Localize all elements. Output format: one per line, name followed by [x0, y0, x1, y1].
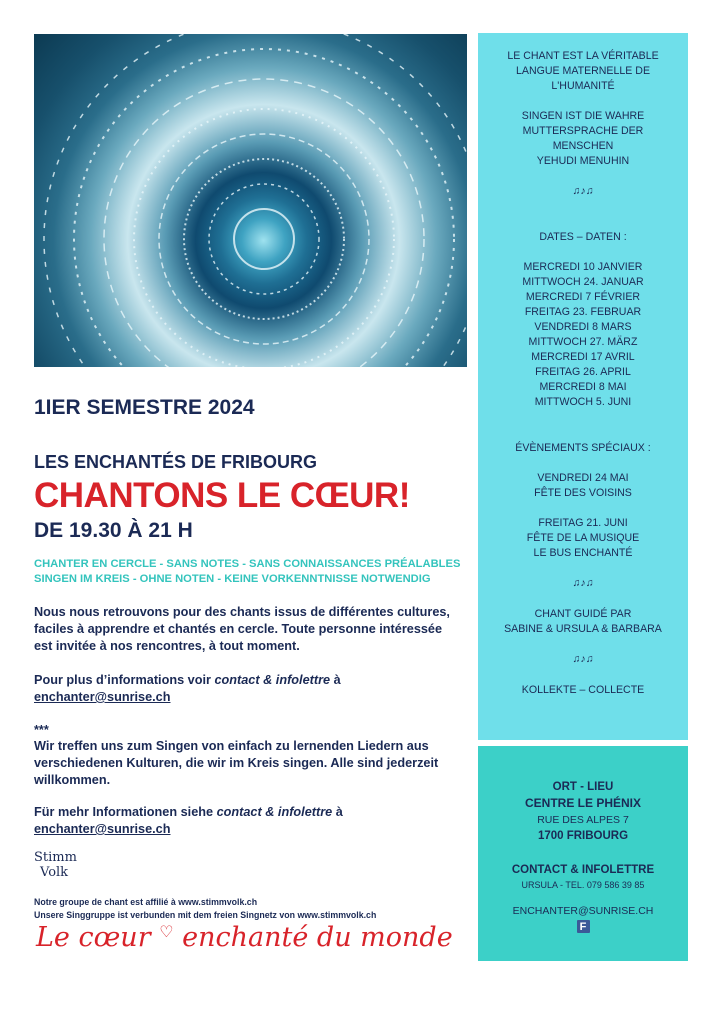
music-notes-icon: ♫♪♫ [572, 577, 594, 589]
contact-phone: URSULA - TEL. 079 586 39 85 [521, 880, 645, 890]
organization-name: LES ENCHANTÉS DE FRIBOURG [34, 452, 318, 472]
semester-heading: 1IER SEMESTRE 2024 [34, 396, 255, 419]
page-title: CHANTONS LE CŒUR! [34, 476, 410, 515]
guided-by: CHANT GUIDÉ PAR SABINE & URSULA & BARBARA [504, 608, 662, 635]
music-notes-icon: ♫♪♫ [572, 185, 594, 197]
description-french: Nous nous retrouvons pour des chants issus de différentes cultures, faciles à apprendre et chantés en cercle. Toute personne intéressée est invitée à nos rencontres, à tout moment. [34, 605, 450, 653]
special-events-title: ÉVÈNEMENTS SPÉCIAUX : [515, 442, 651, 454]
email-link[interactable]: enchanter@sunrise.ch [34, 690, 171, 704]
date-item: MERCREDI 8 MAI [539, 381, 627, 393]
motto: Le cœur ♡ enchanté du monde [36, 922, 453, 953]
venue-street: RUE DES ALPES 7 [537, 814, 629, 826]
quote-french: LE CHANT EST LA VÉRITABLE LANGUE MATERNELLE DE L'HUMANITÉ [507, 50, 659, 92]
tagline-german: SINGEN IM KREIS - OHNE NOTEN - KEINE VORKENNTNISSE NOTWENDIG [34, 573, 431, 585]
location-title: ORT - LIEU [552, 781, 614, 793]
special-event-1: VENDREDI 24 MAI FÊTE DES VOISINS [534, 472, 632, 499]
info-french: Pour plus d’informations voir contact & infolettre à enchanter@sunrise.ch [34, 673, 341, 704]
dates-list [478, 260, 688, 410]
info-sidebar [478, 33, 688, 740]
tagline-french: CHANTER EN CERCLE - SANS NOTES - SANS CONNAISSANCES PRÉALABLES [34, 558, 461, 570]
date-item: FREITAG 23. FEBRUAR [524, 306, 642, 318]
mandala-icon [34, 34, 467, 367]
affiliation-german: Unsere Singgruppe ist verbunden mit dem freien Singnetz von www.stimmvolk.ch [34, 910, 377, 920]
collection-note: KOLLEKTE – COLLECTE [521, 684, 645, 696]
date-item: MERCREDI 17 AVRIL [531, 351, 635, 363]
stimmvolk-logo: Stimm Volk [34, 850, 77, 880]
date-item: FREITAG 26. APRIL [535, 366, 631, 378]
location-panel [478, 746, 688, 961]
time-info: DE 19.30 À 21 H [34, 519, 193, 542]
date-item: VENDREDI 8 MARS [534, 321, 632, 333]
contact-email-link[interactable]: ENCHANTER@SUNRISE.CH [512, 905, 654, 917]
music-notes-icon: ♫♪♫ [572, 653, 594, 665]
quote-german: SINGEN IST DIE WAHRE MUTTERSPRACHE DER MENSCHEN YEHUDI MENUHIN [521, 110, 645, 167]
heart-icon: ♡ [159, 922, 174, 941]
date-item: MITTWOCH 24. JANUAR [522, 276, 644, 288]
special-event-2: FREITAG 21. JUNI FÊTE DE LA MUSIQUE LE BUS ENCHANTÉ [526, 517, 640, 559]
email-link[interactable]: enchanter@sunrise.ch [34, 822, 171, 836]
description-german: Wir treffen uns zum Singen von einfach zu lernenden Liedern aus verschiedenen Kulturen, die wir im Kreis singen. Alle sind jederzeit willkommen. [34, 739, 439, 787]
venue-name: CENTRE LE PHÉNIX [524, 796, 641, 810]
date-item: MERCREDI 10 JANVIER [523, 261, 643, 273]
affiliation-french: Notre groupe de chant est affilié à www.stimmvolk.ch [34, 897, 258, 907]
date-item: MERCREDI 7 FÉVRIER [525, 291, 641, 303]
date-item: MITTWOCH 27. MÄRZ [528, 336, 638, 348]
info-german: Für mehr Informationen siehe contact & infolettre à enchanter@sunrise.ch [34, 805, 343, 836]
date-item: MITTWOCH 5. JUNI [534, 396, 632, 408]
facebook-icon[interactable]: F [577, 920, 590, 933]
dates-title: DATES – DATEN : [539, 231, 627, 243]
separator: *** [34, 723, 49, 737]
venue-city: 1700 FRIBOURG [537, 830, 629, 842]
contact-title: CONTACT & INFOLETTRE [511, 864, 655, 876]
mandala-image [34, 34, 467, 367]
